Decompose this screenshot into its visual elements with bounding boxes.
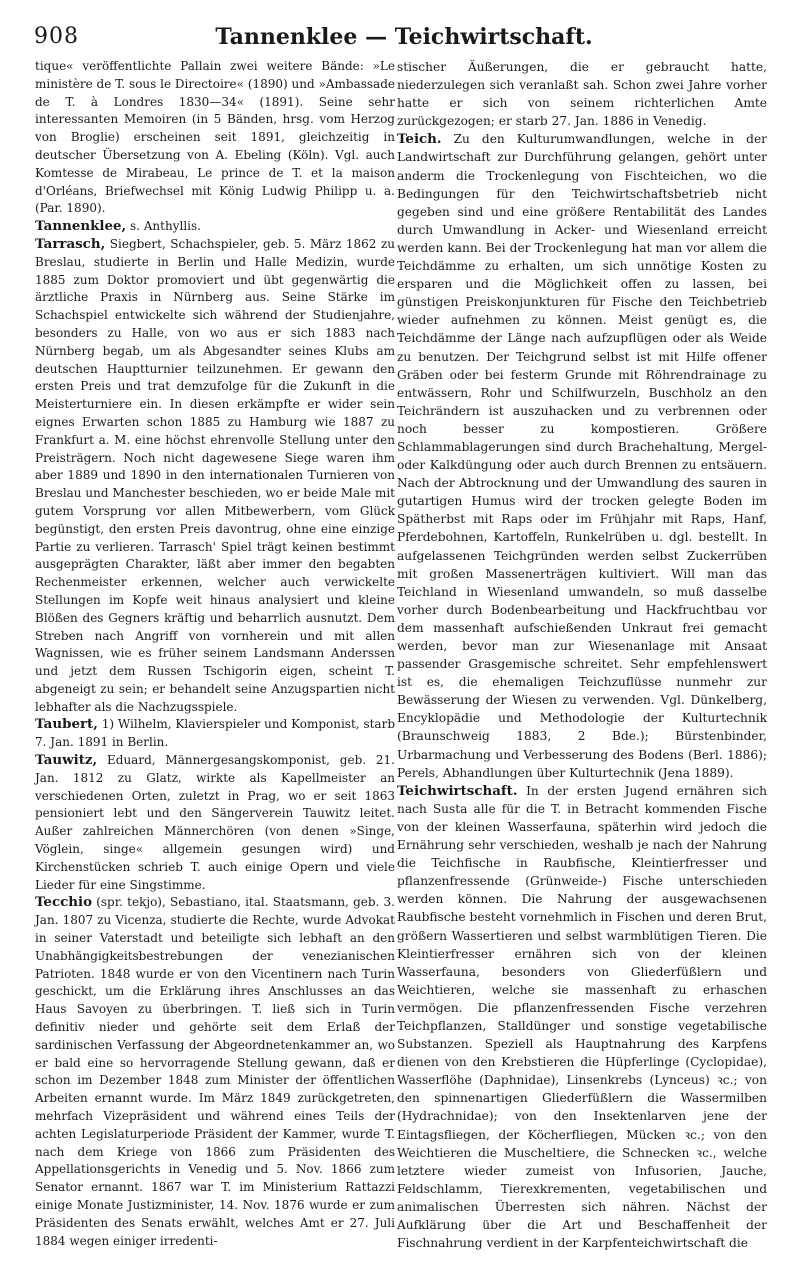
page-header: [34, 14, 774, 54]
entry: [35, 752, 395, 894]
headword: Tarrasch,: [35, 235, 106, 252]
entry-text: tique« veröffentlichte Pallain zwei weitere Bände: »Le ministère de T. sous le Directoire« (1890) und »Ambassade de T. à Londres 1830—34« (1891). Seine sehr interessanten Memoiren (in 5 Bänden, hrsg. vom Herzog von Broglie) erscheinen seit 1891, gleichzeitig in deutscher Übersetzung von A. Ebeling (Köln). Vgl. auch Komtesse de Mirabeau, Le prince de T. et la maison d'Orléans, Briefwechsel mit König Ludwig Philipp u. a. (Par. 1890).: [35, 59, 395, 216]
headword: Teich.: [397, 131, 442, 148]
page-number: 908: [34, 24, 79, 49]
headword: Tecchio: [35, 894, 93, 911]
left-column: [35, 58, 395, 1250]
right-column: [397, 58, 767, 1252]
entry-text: In der ersten Jugend ernähren sich nach Susta alle für die T. in Betracht kommenden Fische von der kleinen Wasserfauna, späterhin wird jedoch die Ernährung sehr verschieden, weshalb je nach der Nahrung die Teichfische in Raubfische, Kleintierfresser und pflanzenfressende (Grünweide-) Fische unterschieden werden können. Die Nahrung der ausgewachsenen Raubfische besteht vornehmlich in Fischen und deren Brut, größern Wassertieren und selbst warmblütigen Tieren. Die Kleintierfresser ernähren sich von der kleinen Wasserfauna, besonders von Gliederfüßlern und Weichtieren, welche sie massenhaft zu erhaschen vermögen. Die pflanzenfressenden Fische verzehren Teichpflanzen, Stalldünger und sonstige vegetabilische Substanzen. Speziell als Hauptnahrung des Karpfens dienen von den Krebstieren die Hüpferlinge (Cyclopidae), Wasserflöhe (Daphnidae), Linsenkrebs (Lynceus) ꝛc.; von den spinnenartigen Gliederfüßlern die Wassermilben (Hydrachnidae); von den Insektenlarven jene der Eintagsfliegen, der Köcherfliegen, Mücken ꝛc.; von den Weichtieren die Muscheltiere, die Schnecken ꝛc., welche letztere wieder zumeist von Infusorien, Jauche, Feldschlamm, Tierexkrementen, vegetabilischen und animalischen Überresten sich nähren. Nächst der Aufklärung über die Art und Beschaffenheit der Fischnahrung verdient in der Karpfenteichwirtschaft die: [397, 783, 767, 1251]
entry-text: (spr. tekjo), Sebastiano, ital. Staatsmann, geb. 3. Jan. 1807 zu Vicenza, studierte die Rechte, wurde Advokat in seiner Vaterstadt und beteiligte sich lebhaft an den Unabhängigkeitsbestrebungen der venezianischen Patrioten. 1848 wurde er von den Vicentinern nach Turin geschickt, um die Erklärung ihres Anschlusses an das Haus Savoyen zu überbringen. T. ließ sich in Turin definitiv nieder und gehörte seit dem Erlaß der sardinischen Verfassung der Abgeordnetenkammer an, wo er bald eine so hervorragende Stellung gewann, daß er schon im Dezember 1848 zum Minister der öffentlichen Arbeiten ernannt wurde. Im März 1849 zurückgetreten, mehrfach Vizepräsident und während eines Teils der achten Legislaturperiode Präsident der Kammer, wurde T. nach dem Kriege von 1866 zum Präsidenten des Appellationsgerichts in Venedig und 5. Nov. 1866 zum Senator ernannt. 1867 war T. im Ministerium Rattazzi einige Monate Justizminister, 14. Nov. 1876 wurde er zum Präsidenten des Senats erwählt, welches Amt er 27. Juli 1884 wegen einiger irredenti-: [35, 895, 395, 1248]
headword: Tannenklee,: [35, 218, 127, 235]
entry-text: stischer Äußerungen, die er gebraucht hatte, niederzulegen sich veranlaßt sah. Schon zwei Jahre vorher hatte er sich von seinem richterlichen Amte zurückgezogen; er starb 27. Jan. 1886 in Venedig.: [397, 60, 767, 129]
running-head: Tannenklee — Teichwirtschaft.: [215, 24, 593, 50]
entry: [35, 218, 395, 236]
entry: [35, 716, 395, 752]
entry-text: Zu den Kulturumwandlungen, welche in der Landwirtschaft zur Durchführung gelangen, gehört unter anderm die Trockenlegung von Fischteichen, wo die Bedingungen für den Teichwirtschaftsbetrieb nicht gegeben sind und eine größere Rentabilität des Landes durch Umwandlung in Acker- und Wiesenland erreicht werden kann. Bei der Trockenlegung hat man vor allem die Teichdämme zu erhalten, um sich unnötige Kosten zu ersparen und die Möglichkeit offen zu lassen, bei günstigen Preiskonjunkturen für Fische den Teichbetrieb wieder aufnehmen zu können. Meist genügt es, die Teichdämme der Länge nach aufzupflügen oder als Weide zu benutzen. Der Teichgrund selbst ist mit Hilfe offener Gräben oder bei festerm Grunde mit Röhrendrainage zu entwässern, Rohr und Schilfwurzeln, Buschholz an den Teichrändern ist auszuhacken und zu verbrennen oder noch besser zu kompostieren. Größere Schlammablagerungen sind durch Brachehaltung, Mergel- oder Kalkdüngung oder auch durch Brennen zu entsäuern. Nach der Abtrocknung und der Umwandlung des sauren in gutartigen Humus wird der trocken gelegte Boden im Spätherbst mit Raps oder im Frühjahr mit Raps, Hanf, Pferdebohnen, Kartoffeln, Runkelrüben u. dgl. bestellt. In aufgelassenen Teichgründen werden selbst Zuckerrüben mit großen Massenerträgen kultiviert. Will man das Teichland in Wiesenland umwandeln, so muß dasselbe vorher durch Bodenbearbeitung und Hackfruchtbau vor dem massenhaft aufschießenden Unkraut frei gemacht werden, bevor man zur Wiesenanlage mit Ansaat passender Grasgemische schreitet. Sehr empfehlenswert ist es, die ehemaligen Teichzuflüsse nunmehr zur Bewässerung der Wiesen zu verwenden. Vgl. Dünkelberg, Encyklopädie und Methodologie der Kulturtechnik (Braunschweig 1883, 2 Bde.); Bürstenbinder, Urbarmachung und Verbesserung des Bodens (Berl. 1886); Perels, Abhandlungen über Kulturtechnik (Jena 1889).: [397, 132, 767, 780]
entry-text: s. Anthyllis.: [126, 219, 201, 234]
entry-text: Eduard, Männergesangskomponist, geb. 21. Jan. 1812 zu Glatz, wirkte als Kapellmeister an verschiedenen Orten, zuletzt in Prag, wo er seit 1863 pensioniert lebt und den Sängerverein Tauwitz leitet. Außer zahlreichen Männerchören (von denen »Singe, Vöglein, singe« allgemein gesungen wird) und Kirchenstücken schrieb T. auch einige Opern und viele Lieder für eine Singstimme.: [35, 753, 395, 892]
headword: Tauwitz,: [35, 752, 98, 769]
entry: [397, 130, 767, 781]
headword: Taubert,: [35, 716, 98, 733]
headword: Teichwirtschaft.: [397, 782, 518, 799]
entry: [397, 782, 767, 1252]
entry: [397, 58, 767, 130]
entry: [35, 894, 395, 1250]
entry: [35, 236, 395, 717]
entry-text: Siegbert, Schachspieler, geb. 5. März 1862 zu Breslau, studierte in Berlin und Halle Medizin, wurde 1885 zum Doktor promoviert und übt gegenwärtig die ärztliche Praxis in Nürnberg aus. Seine Stärke im Schachspiel entwickelte sich während der Studienjahre, besonders zu Halle, von wo aus er sich 1883 nach Nürnberg begab, um als Abgesandter seines Klubs am deutschen Hauptturnier teilzunehmen. Er gewann den ersten Preis und trat demzufolge für die Zukunft in die Meisterturniere ein. In diesen erkämpfte er wider sein eignes Erwarten schon 1885 zu Hamburg wie 1887 zu Frankfurt a. M. eine höchst ehrenvolle Stellung unter den Preisträgern. Noch nicht dagewesene Siege waren ihm aber 1889 und 1890 in den internationalen Turnieren von Breslau und Manchester beschieden, wo er beide Male mit gutem Vorsprung vor allen Mitbewerbern, vom Glück begünstigt, den ersten Preis davontrug, ohne eine einzige Partie zu verlieren. Tarrasch' Spiel trägt keinen bestimmt ausgeprägten Charakter, läßt aber immer den begabten Rechenmeister erkennen, welcher auch verwickelte Stellungen im Kopfe weit hinaus analysiert und kleine Blößen des Gegners kräftig und beharrlich ausnutzt. Dem Streben nach Angriff von vornherein und mit allen Wagnissen, wie es früher seinem Landsmann Anderssen und jetzt dem Russen Tschigorin eigen, scheint T. abgeneigt zu sein; er behandelt seine Anzugspartien nicht lebhafter als die Nachzugsspiele.: [35, 236, 395, 714]
entry: [35, 58, 395, 218]
entry-text: 1) Wilhelm, Klavierspieler und Komponist, starb 7. Jan. 1891 in Berlin.: [35, 717, 395, 750]
